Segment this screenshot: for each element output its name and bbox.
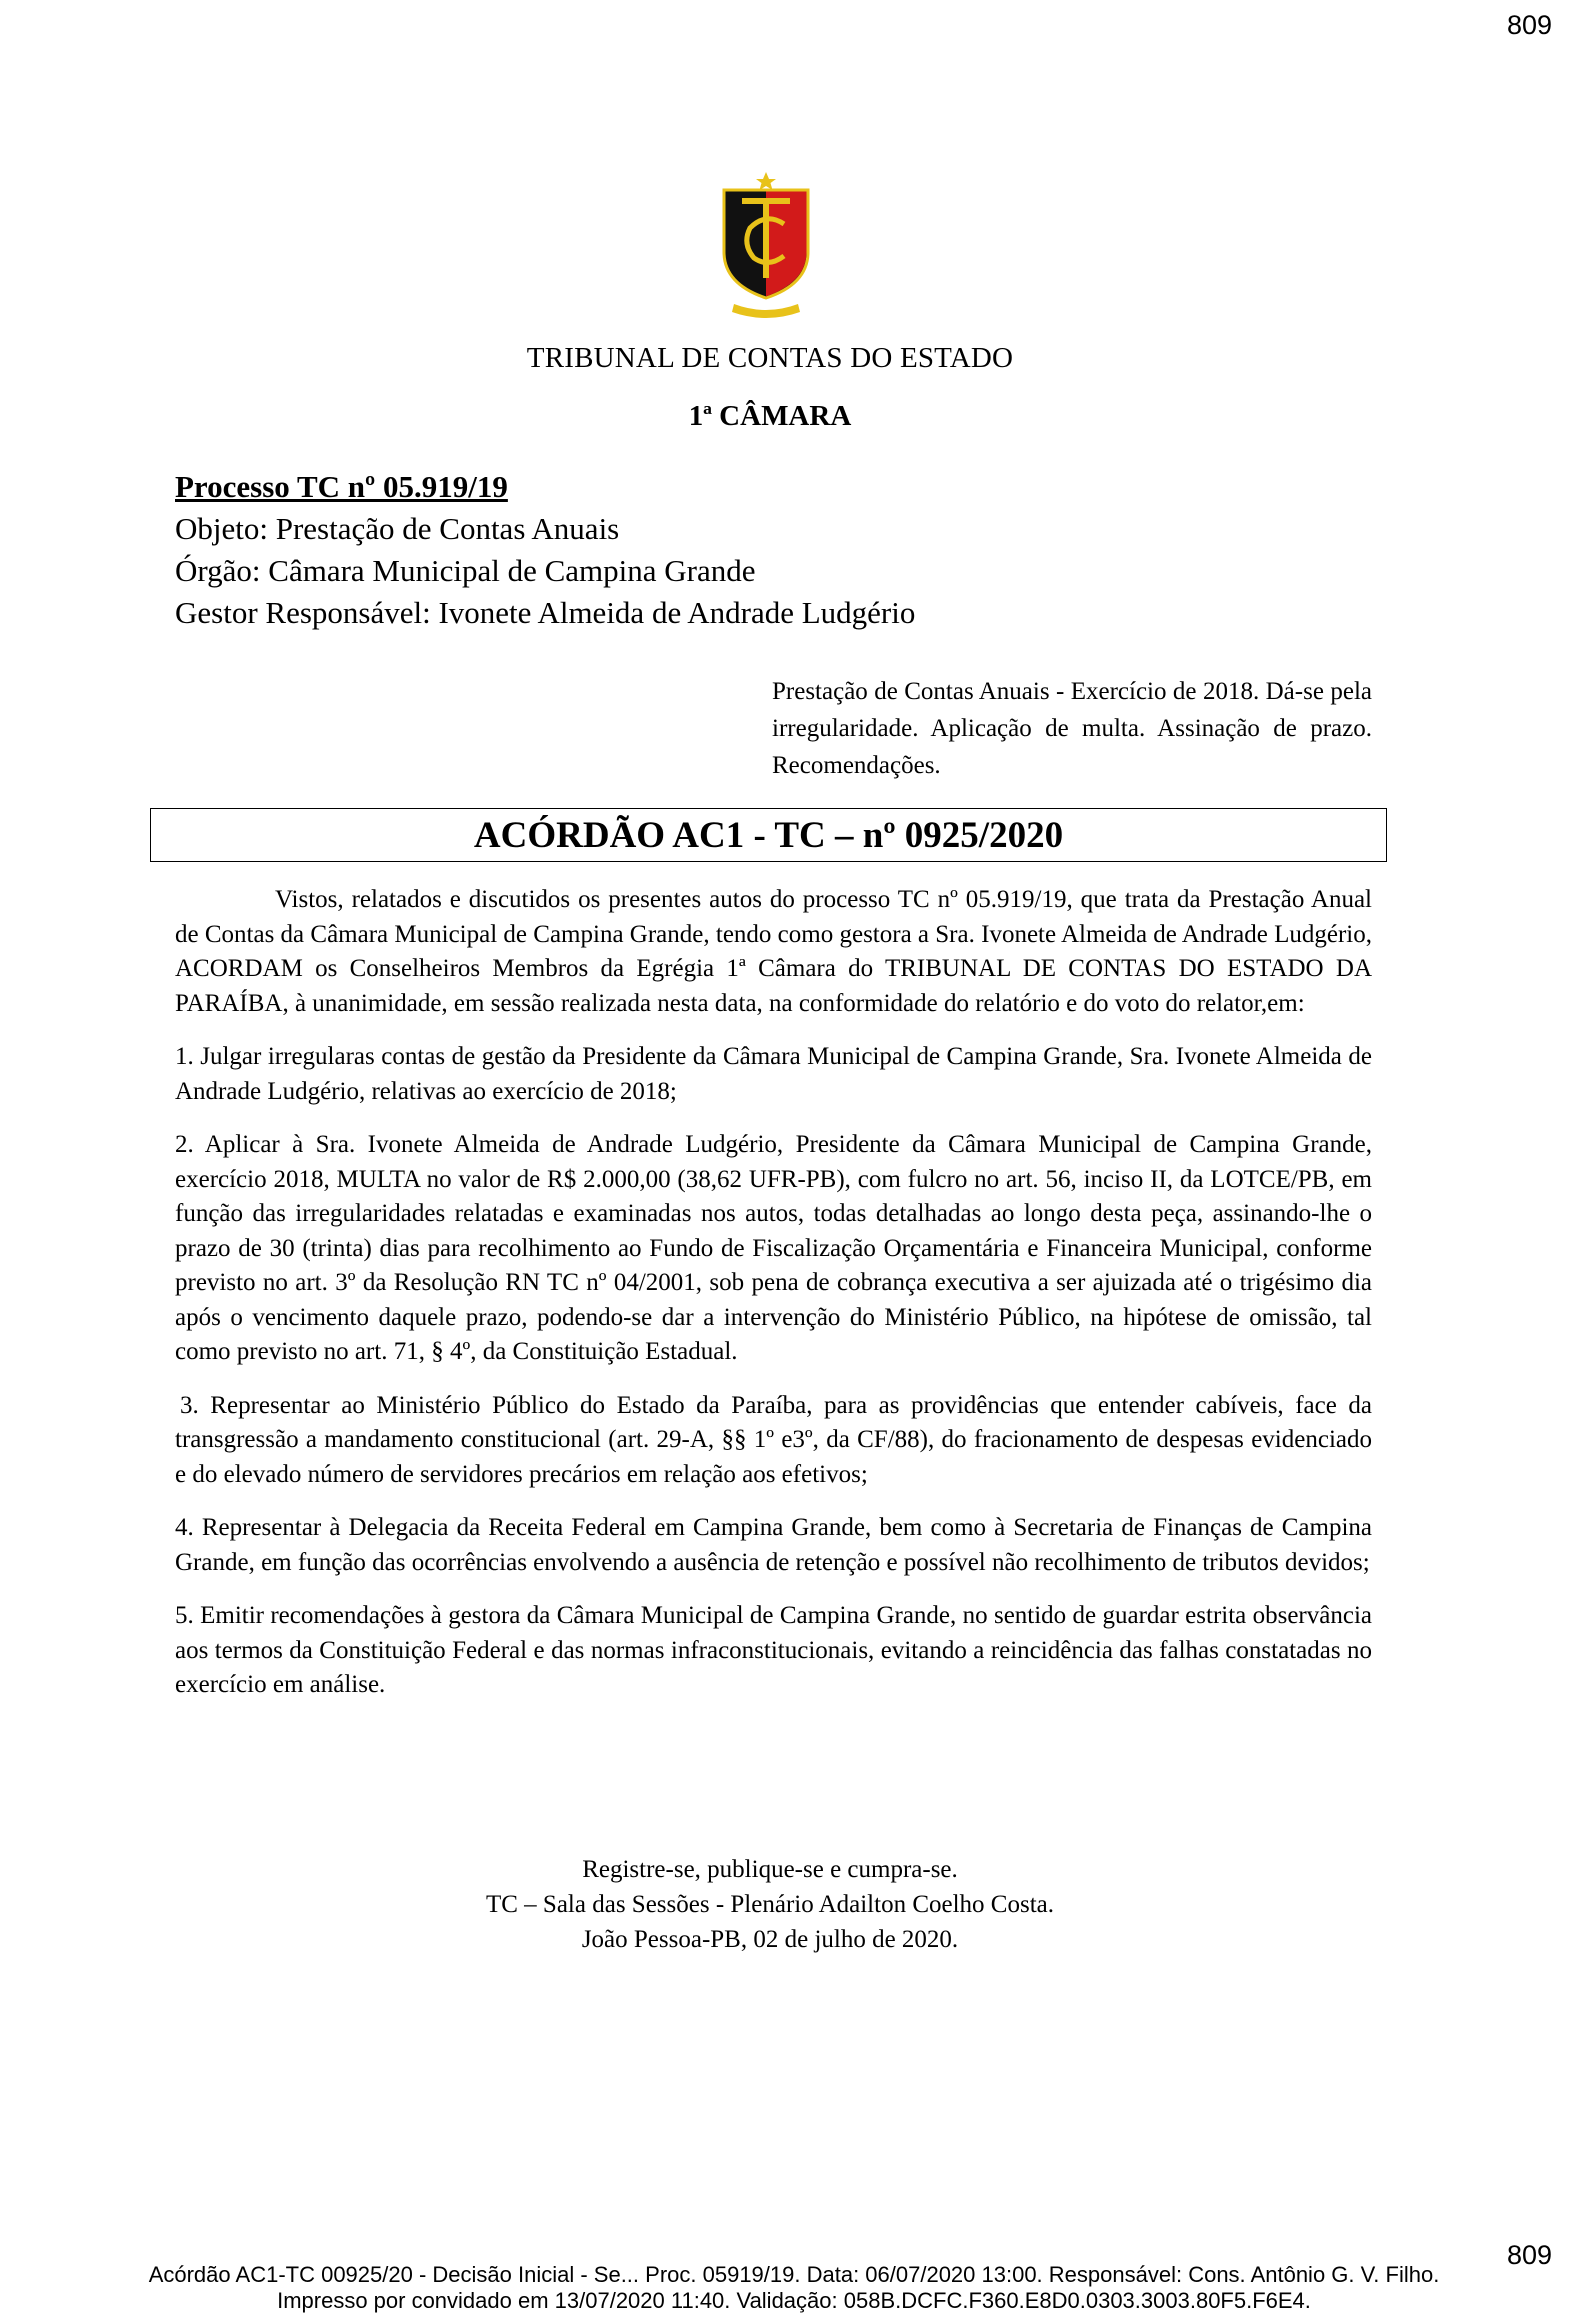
tce-pb-crest-icon [720,172,812,320]
process-object: Objeto: Prestação de Contas Anuais [175,511,620,546]
acordao-title: ACÓRDÃO AC1 - TC – nº 0925/2020 [473,814,1064,856]
process-organ: Órgão: Câmara Municipal de Campina Grande [175,553,756,588]
footer-line-1: Acórdão AC1-TC 00925/20 - Decisão Inicial - Se... Proc. 05919/19. Data: 06/07/2020 13:00. Responsável: Cons. Antônio G. V. Filho. [148,2262,1440,2287]
closing-block [0,1852,1540,1957]
ementa: Prestação de Contas Anuais - Exercício de 2018. Dá-se pela irregularidade. Aplicação de multa. Assinação de prazo. Recomendações. [772,678,1372,779]
decision-item-3: 3. Representar ao Ministério Público do Estado da Paraíba, para as providências que entender cabíveis, face da transgressão a mandamento constitucional (art. 29-A, §§ 1º e3º, da CF/88), do fracionamento de despesas evidenciado e do elevado número de servidores precários em relação aos efetivos; [175,1391,1372,1488]
acordao-title-box [150,808,1387,862]
intro-paragraph: Vistos, relatados e discutidos os presentes autos do processo TC nº 05.919/19, que trata da Prestação Anual de Contas da Câmara Municipal de Campina Grande, tendo como gestora a Sra. Ivonete Almeida de Andrade Ludgério, ACORDAM os Conselheiros Membros da Egrégia 1ª Câmara do TRIBUNAL DE CONTAS DO ESTADO DA PARAÍBA, à unanimidade, em sessão realizada nesta data, na conformidade do relatório e do voto do relator,em: [175,886,1372,1017]
chamber-title: 1ª CÂMARA [688,400,852,432]
decision-body [175,883,1372,1722]
footer-line-2: Impresso por convidado em 13/07/2020 11:40. Validação: 058B.DCFC.F360.E8D0.0303.3003.80F5.F6E4. [277,2288,1311,2313]
process-number: Processo TC nº 05.919/19 [175,469,508,504]
process-manager: Gestor Responsável: Ivonete Almeida de Andrade Ludgério [175,595,916,630]
page-number-bottom: 809 [1506,2240,1552,2270]
closing-line-3: João Pessoa-PB, 02 de julho de 2020. [581,1926,959,1953]
institution-title: TRIBUNAL DE CONTAS DO ESTADO [526,342,1014,374]
page-number-top: 809 [1506,10,1552,40]
closing-line-1: Registre-se, publique-se e cumpra-se. [582,1856,958,1883]
decision-item-4: 4. Representar à Delegacia da Receita Federal em Campina Grande, bem como à Secretaria de Finanças de Campina Grande, em função das ocorrências envolvendo a ausência de retenção e possível não recolhimento de tributos devidos; [175,1514,1372,1576]
process-header [175,466,915,634]
decision-item-1: 1. Julgar irregularas contas de gestão da Presidente da Câmara Municipal de Campina Grande, Sra. Ivonete Almeida de Andrade Ludgério, relativas ao exercício de 2018; [175,1043,1372,1105]
closing-line-2: TC – Sala das Sessões - Plenário Adailton Coelho Costa. [485,1891,1054,1918]
decision-item-5: 5. Emitir recomendações à gestora da Câmara Municipal de Campina Grande, no sentido de guardar estrita observância aos termos da Constituição Federal e das normas infraconstitucionais, evitando a reincidência das falhas constatadas no exercício em análise. [175,1602,1372,1698]
validation-footer [0,2262,1588,2314]
decision-item-2: 2. Aplicar à Sra. Ivonete Almeida de Andrade Ludgério, Presidente da Câmara Municipal de Campina Grande, exercício 2018, MULTA no valor de R$ 2.000,00 (38,62 UFR-PB), com fulcro no art. 56, inciso II, da LOTCE/PB, em função das irregularidades relatadas e examinadas nos autos, todas detalhadas ao longo desta peça, assinando-lhe o prazo de 30 (trinta) dias para recolhimento ao Fundo de Fiscalização Orçamentária e Financeira Municipal, conforme previsto no art. 3º da Resolução RN TC nº 04/2001, sob pena de cobrança executiva a ser ajuizada até o trigésimo dia após o vencimento daquele prazo, podendo-se dar a intervenção do Ministério Público, na hipótese de omissão, tal como previsto no art. 71, § 4º, da Constituição Estadual. [175,1131,1372,1365]
